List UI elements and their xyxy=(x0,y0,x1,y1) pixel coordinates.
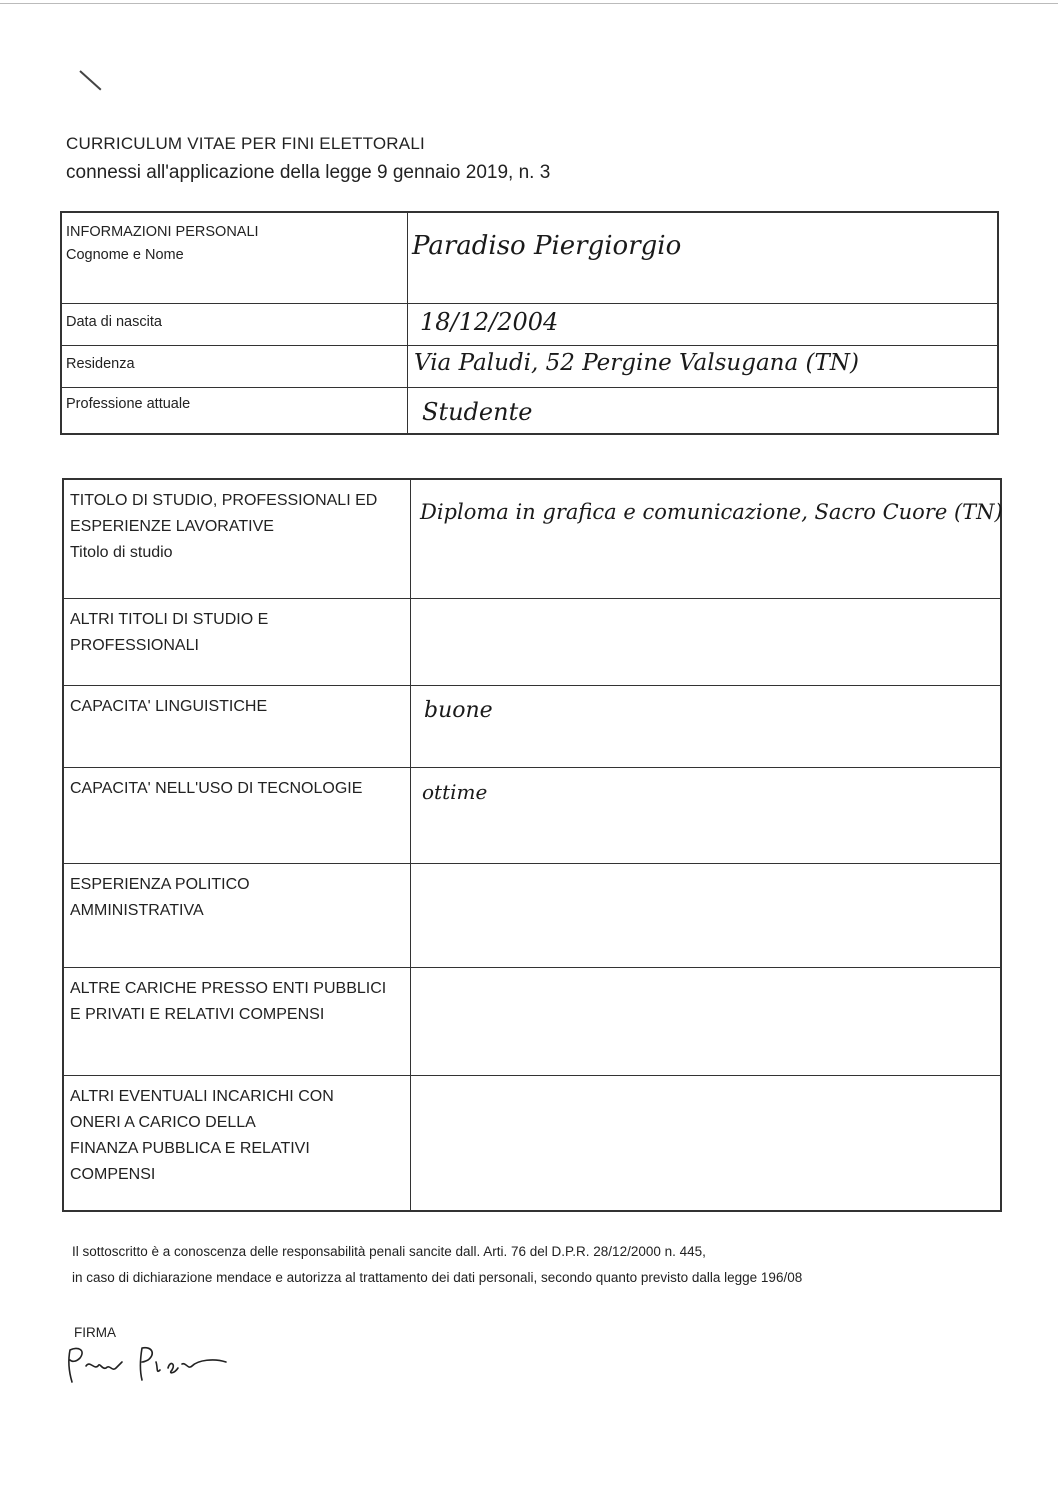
pen-mark xyxy=(79,70,101,90)
education-label-2: ESPERIENZE LAVORATIVE xyxy=(70,518,274,535)
languages-label: CAPACITA' LINGUISTICHE xyxy=(70,698,268,715)
technologies-label: CAPACITA' NELL'USO DI TECNOLOGIE xyxy=(70,780,363,797)
birth-value: 18/12/2004 xyxy=(420,308,559,336)
table-row-residence xyxy=(62,345,997,388)
education-label-1: TITOLO DI STUDIO, PROFESSIONALI ED xyxy=(70,492,378,509)
table-row-technologies xyxy=(64,767,1000,864)
section-label-personal: INFORMAZIONI PERSONALI xyxy=(66,224,259,240)
languages-value: buone xyxy=(424,698,493,723)
education-label-3: Titolo di studio xyxy=(70,544,173,561)
table-row-birth xyxy=(62,303,997,346)
assignments-label-3: FINANZA PUBBLICA E RELATIVI xyxy=(70,1140,310,1157)
other-offices-label-2: E PRIVATI E RELATIVI COMPENSI xyxy=(70,1006,325,1023)
other-titles-label-2: PROFESSIONALI xyxy=(70,637,199,654)
table-row-languages xyxy=(64,685,1000,768)
table-row-other-offices xyxy=(64,967,1000,1076)
birth-label: Data di nascita xyxy=(66,314,162,330)
table-row-other-titles xyxy=(64,598,1000,686)
page-top-edge xyxy=(0,3,1058,4)
other-titles-label-1: ALTRI TITOLI DI STUDIO E xyxy=(70,611,269,628)
document-subtitle: connessi all'applicazione della legge 9 gennaio 2019, n. 3 xyxy=(66,162,551,183)
declaration-line-1: Il sottoscritto è a conoscenza delle responsabilità penali sancite dall. Arti. 76 del D.P.R. 28/12/2000 n. 445, xyxy=(72,1244,706,1259)
residence-value: Via Paludi, 52 Pergine Valsugana (TN) xyxy=(414,350,859,376)
assignments-label-1: ALTRI EVENTUALI INCARICHI CON xyxy=(70,1088,334,1105)
table-row-other-assignments xyxy=(64,1075,1000,1211)
assignments-label-2: ONERI A CARICO DELLA xyxy=(70,1114,256,1131)
table-row-name xyxy=(62,213,997,303)
education-value: Diploma in grafica e comunicazione, Sacro Cuore (TN) xyxy=(420,500,1003,524)
table-row-profession xyxy=(62,387,997,436)
handwritten-signature xyxy=(64,1340,264,1390)
political-label-1: ESPERIENZA POLITICO xyxy=(70,876,250,893)
education-table xyxy=(62,478,1002,1212)
personal-info-table xyxy=(60,211,999,435)
signature-label: FIRMA xyxy=(74,1325,116,1340)
profession-label: Professione attuale xyxy=(66,396,191,412)
profession-value: Studente xyxy=(422,398,533,426)
name-label: Cognome e Nome xyxy=(66,247,184,263)
table-row-education xyxy=(64,480,1003,598)
document-title: CURRICULUM VITAE PER FINI ELETTORALI xyxy=(66,134,425,153)
name-value: Paradiso Piergiorgio xyxy=(412,231,682,261)
residence-label: Residenza xyxy=(66,356,135,372)
table-row-political xyxy=(64,863,1000,968)
political-label-2: AMMINISTRATIVA xyxy=(70,902,204,919)
declaration-line-2: in caso di dichiarazione mendace e autorizza al trattamento dei dati personali, secondo quanto previsto dalla legge 196/08 xyxy=(72,1270,803,1285)
technologies-value: ottime xyxy=(422,780,488,804)
other-offices-label-1: ALTRE CARICHE PRESSO ENTI PUBBLICI xyxy=(70,980,387,997)
assignments-label-4: COMPENSI xyxy=(70,1166,156,1183)
